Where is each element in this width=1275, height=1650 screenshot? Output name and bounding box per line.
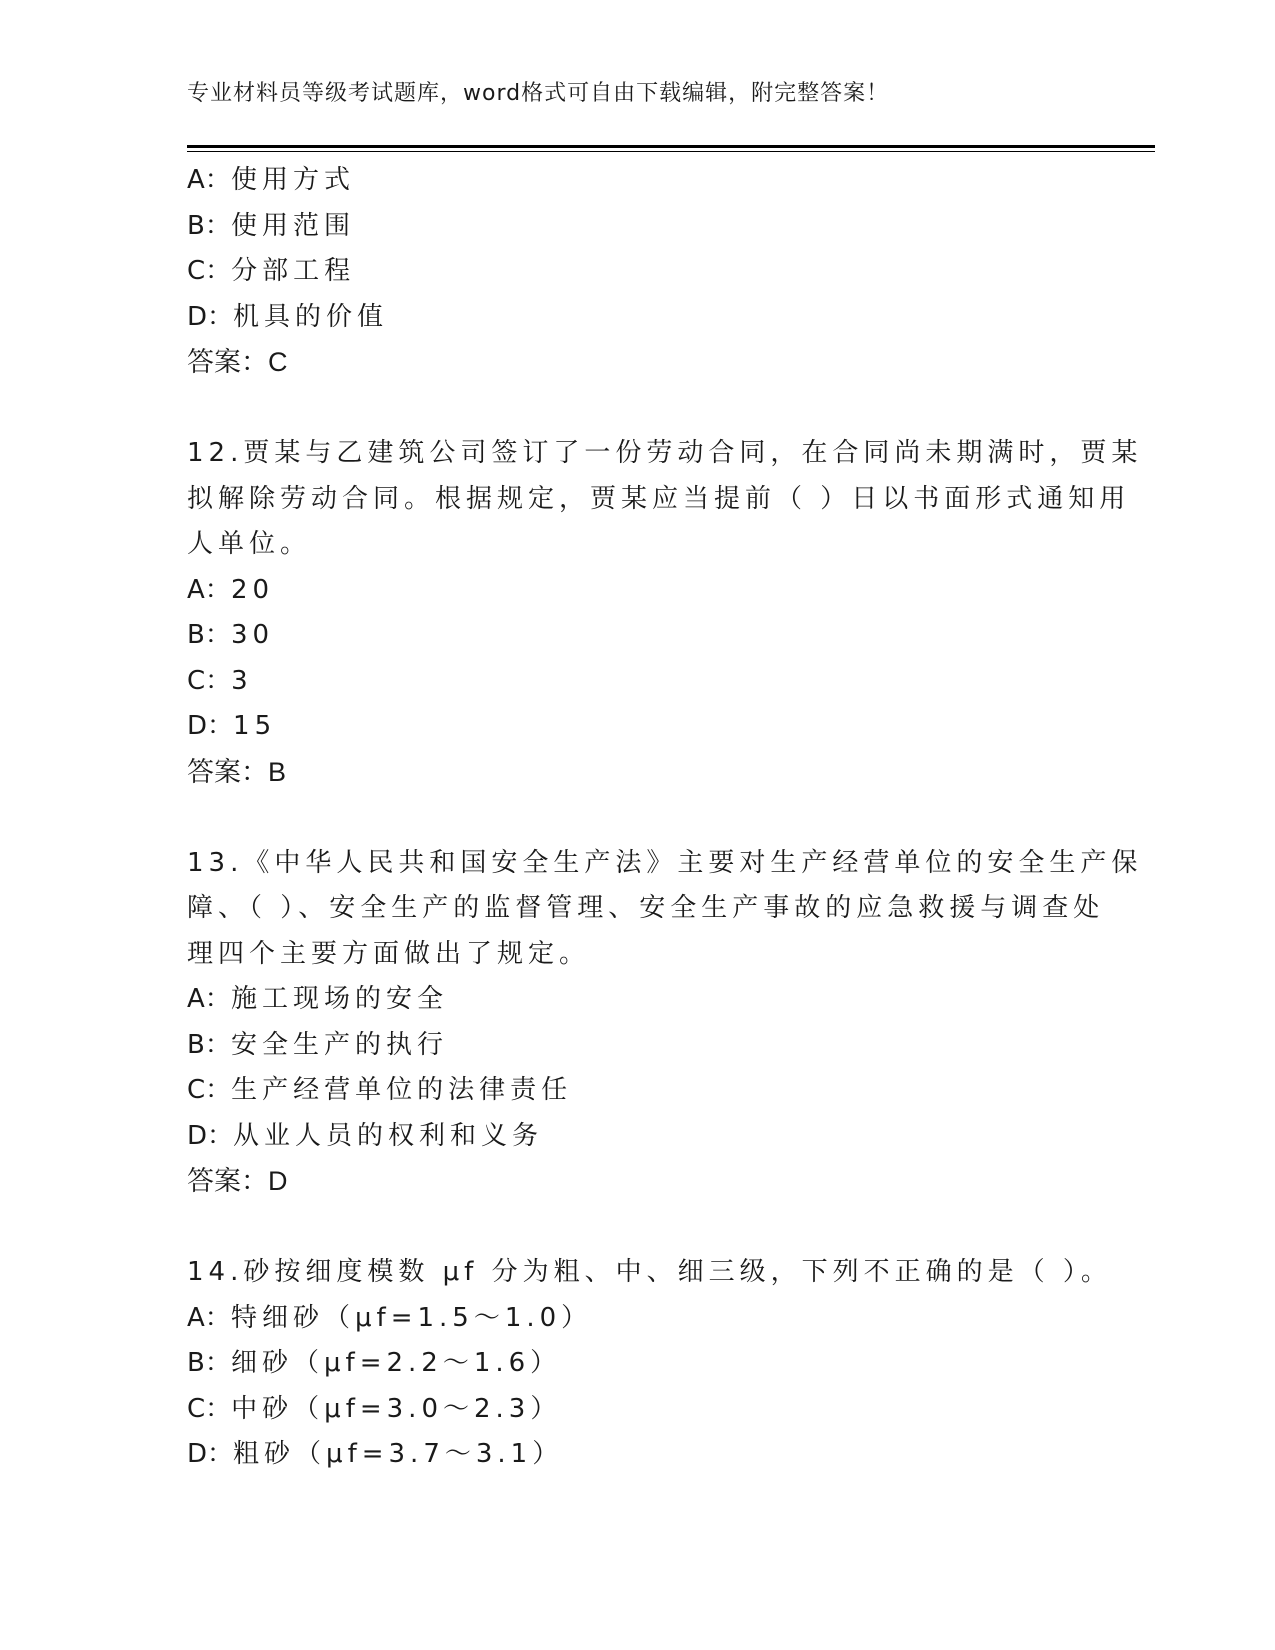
question-text: 13.《中华人民共和国安全生产法》主要对生产经营单位的安全生产保 <box>187 847 1143 878</box>
question-block <box>187 841 1143 1205</box>
option-d: D：从业人员的权利和义务 <box>187 1120 544 1151</box>
option-a: A：施工现场的安全 <box>187 984 449 1014</box>
option-c: C：中砂（μf=3.0～2.3） <box>187 1393 562 1424</box>
question-block <box>187 1250 1112 1478</box>
option-c: C：3 <box>187 665 253 696</box>
question-text: 拟解除劳动合同。根据规定，贾某应当提前（ ）日以书面形式通知用 <box>187 483 1131 514</box>
answer-line: 答案：C <box>187 347 288 377</box>
answer-line: 答案：D <box>187 1166 288 1196</box>
header-rule-thin <box>187 151 1155 152</box>
header-rule <box>187 145 1155 148</box>
option-d: D：机具的价值 <box>187 301 389 332</box>
option-a: A：特细砂（μf=1.5～1.0） <box>187 1302 593 1333</box>
question-text: 14.砂按细度模数 μf 分为粗、中、细三级，下列不正确的是（ ）。 <box>187 1257 1112 1287</box>
page-header: 专业材料员等级考试题库，word格式可自由下载编辑，附完整答案！ <box>187 81 890 106</box>
answer-line: 答案：B <box>187 756 287 787</box>
question-text: 理四个主要方面做出了规定。 <box>187 938 591 969</box>
question-text: 12.贾某与乙建筑公司签订了一份劳动合同，在合同尚未期满时，贾某 <box>187 438 1143 468</box>
question-text: 障、（ ）、安全生产的监督管理、安全生产事故的应急救援与调查处 <box>187 893 1105 923</box>
option-b: B：安全生产的执行 <box>187 1029 449 1060</box>
option-a: A：使用方式 <box>187 165 356 195</box>
question-block <box>187 431 1143 795</box>
option-b: B：使用范围 <box>187 210 356 241</box>
option-b: B：30 <box>187 620 275 650</box>
option-b: B：细砂（μf=2.2～1.6） <box>187 1348 562 1378</box>
question-text: 人单位。 <box>187 529 312 559</box>
option-c: C：生产经营单位的法律责任 <box>187 1075 573 1105</box>
option-d: D：15 <box>187 711 277 741</box>
option-d: D：粗砂（μf=3.7～3.1） <box>187 1439 564 1469</box>
option-a: A：20 <box>187 574 275 605</box>
question-list <box>187 158 1143 1478</box>
option-c: C：分部工程 <box>187 256 356 286</box>
question-block <box>187 158 1087 386</box>
